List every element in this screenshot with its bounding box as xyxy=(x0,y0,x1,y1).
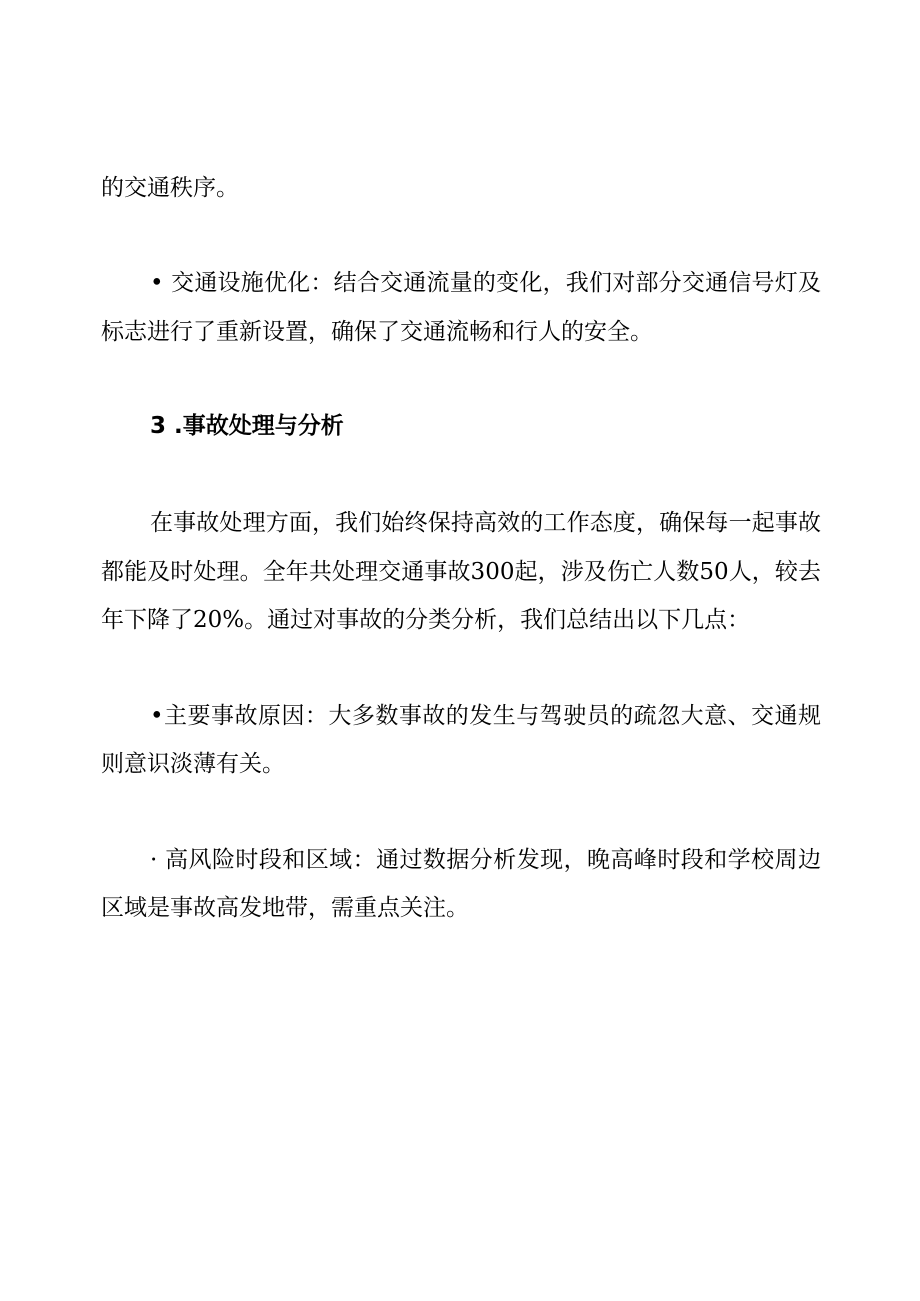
bullet-facility-line-2: 标志进行了重新设置，确保了交通流畅和行人的安全。 xyxy=(101,319,653,345)
section-heading: 3 .事故处理与分析 xyxy=(150,413,344,439)
bullet-causes-line-2: 则意识淡薄有关。 xyxy=(101,751,285,777)
continuation-text: 的交通秩序。 xyxy=(101,175,239,201)
bullet-facility-line-1: • 交通设施优化：结合交通流量的变化，我们对部分交通信号灯及 xyxy=(150,270,821,296)
paragraph-line-3: 年下降了20%。通过对事故的分类分析，我们总结出以下几点： xyxy=(101,607,751,633)
bullet-risk-line-1: · 高风险时段和区域：通过数据分析发现，晚高峰时段和学校周边 xyxy=(150,847,821,873)
bullet-causes-line-1: •主要事故原因：大多数事故的发生与驾驶员的疏忽大意、交通规 xyxy=(150,703,821,729)
paragraph-line-2: 都能及时处理。全年共处理交通事故300起，涉及伤亡人数50人，较去 xyxy=(101,559,821,585)
bullet-risk-line-2: 区域是事故高发地带，需重点关注。 xyxy=(101,895,469,921)
paragraph-line-1: 在事故处理方面，我们始终保持高效的工作态度，确保每一起事故 xyxy=(150,510,821,536)
